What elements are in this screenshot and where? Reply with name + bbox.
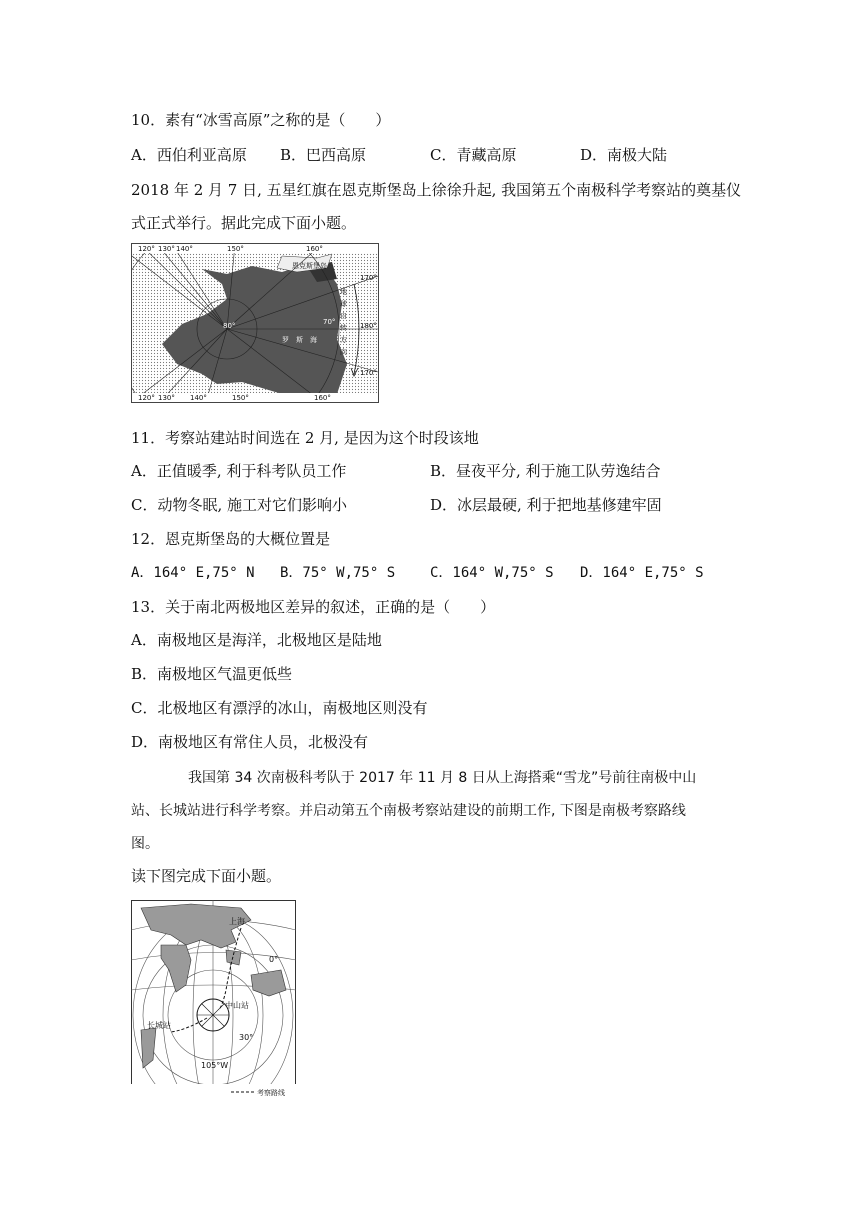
q12-option-d: D．164° E,75° S: [580, 565, 704, 581]
q12-option-c: C．164° W,75° S: [430, 565, 554, 581]
question-11-stem: 11．考察站建站时间选在 2 月, 是因为这个时段该地: [131, 429, 479, 447]
q11-option-a: A．正值暖季, 利于科考队员工作: [131, 462, 347, 480]
top-lon-label-1: 120°: [138, 245, 155, 253]
right-lon-label-2: 180°: [360, 322, 377, 330]
q13-option-c: C．北极地区有漂浮的冰山，南极地区则没有: [131, 699, 428, 717]
q10-option-a: A．西伯利亚高原: [131, 146, 247, 164]
zero-lon-label: 0°: [269, 955, 279, 964]
zhongshan-station-label: 中山站: [225, 1001, 249, 1010]
top-lon-label-5: 160°: [306, 245, 323, 253]
q13-option-d: D．南极地区有常住人员，北极没有: [131, 733, 369, 751]
q11-option-b: B．昼夜平分, 利于施工队劳逸结合: [430, 462, 661, 480]
passage-2-line-3: 图。: [131, 836, 159, 852]
q12-option-a: A．164° E,75° N: [131, 565, 255, 581]
top-lon-label-3: 140°: [176, 245, 193, 253]
shanghai-label: 上海: [229, 917, 245, 926]
right-lon-label-3: 170°: [360, 369, 377, 377]
passage-1-line-1: 2018 年 2 月 7 日, 五星红旗在恩克斯堡岛上徐徐升起, 我国第五个南极科学考察站的奠基仪: [131, 181, 742, 199]
q13-option-a: A．南极地区是海洋，北极地区是陆地: [131, 631, 382, 649]
q12-option-b: B．75° W,75° S: [280, 565, 396, 581]
expedition-route-map: [131, 900, 296, 1100]
q13-option-b: B．南极地区气温更低些: [131, 665, 293, 683]
q11-option-c: C．动物冬眠, 施工对它们影响小: [131, 496, 348, 514]
passage-2-line-1: 我国第 34 次南极科考队于 2017 年 11 月 8 日从上海搭乘“雪龙”号前往南极中山: [188, 770, 697, 786]
question-10-stem: 10．素有“冰雪高原”之称的是（ ）: [131, 111, 391, 129]
legend-route-label: 考察路线: [257, 1089, 285, 1097]
bottom-lon-label-3: 140°: [190, 394, 207, 402]
thirty-lon-label: 30°: [239, 1033, 254, 1042]
rotation-label: 地球自转方向: [340, 288, 347, 356]
question-12-stem: 12．恩克斯堡岛的大概位置是: [131, 530, 331, 548]
bottom-lon-label-2: 130°: [158, 394, 175, 402]
q11-option-d: D．冰层最硬, 利于把地基修建牢固: [430, 496, 662, 514]
top-lon-label-4: 150°: [227, 245, 244, 253]
q10-option-c: C．青藏高原: [430, 146, 517, 164]
lat-label-80: 80°: [223, 322, 236, 330]
q10-option-b: B．巴西高原: [280, 146, 367, 164]
question-13-stem: 13．关于南北两极地区差异的叙述，正确的是（ ）: [131, 598, 496, 616]
expedition-route-map-svg: [131, 900, 296, 1100]
changcheng-station-label: 长城站: [147, 1021, 171, 1030]
lat-label-70: 70°: [323, 318, 336, 326]
ross-sea-map: [131, 243, 379, 403]
ross-sea-map-svg: [132, 244, 378, 402]
sea-label: 罗 斯 海: [282, 336, 317, 344]
passage-2-line-4: 读下图完成下面小题。: [131, 867, 282, 885]
longitude-105w-label: 105°W: [201, 1061, 229, 1070]
bottom-lon-label-1: 120°: [138, 394, 155, 402]
bottom-lon-label-4: 150°: [232, 394, 249, 402]
right-lon-label-1: 170°: [360, 274, 377, 282]
q10-option-d: D．南极大陆: [580, 146, 668, 164]
passage-2-line-2: 站、长城站进行科学考察。并启动第五个南极考察站建设的前期工作, 下图是南极考察路线: [131, 803, 686, 819]
passage-1-line-2: 式正式举行。据此完成下面小题。: [131, 214, 357, 232]
bottom-lon-label-5: 160°: [314, 394, 331, 402]
top-lon-label-2: 130°: [158, 245, 175, 253]
island-label: 恩克斯堡岛: [292, 262, 327, 270]
